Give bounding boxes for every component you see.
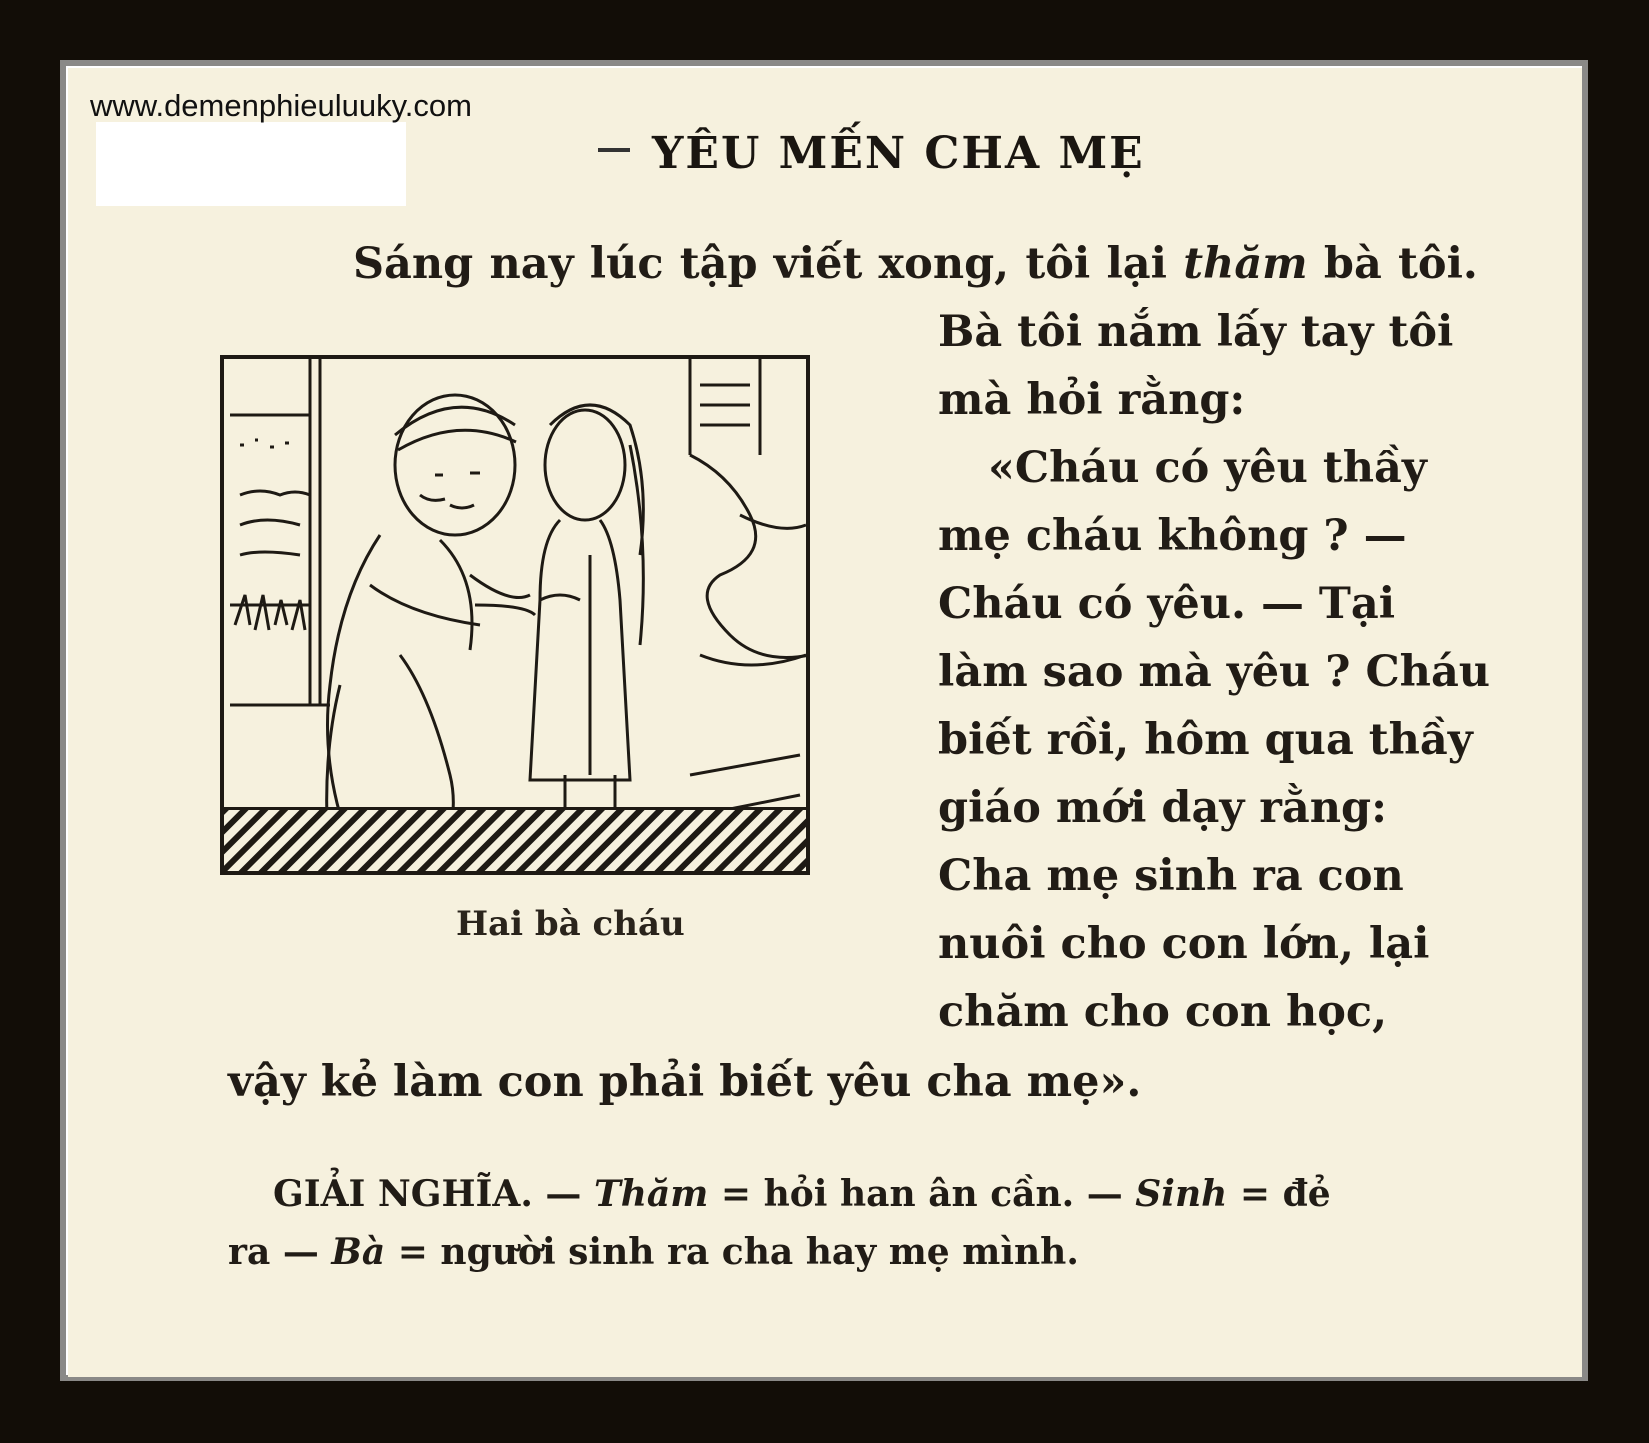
word: viết (773, 239, 863, 289)
glossary-term-sinh: Sinh (1135, 1173, 1228, 1215)
separator: — (545, 1173, 594, 1215)
paragraph-line-13: vậy kẻ làm con phải biết yêu cha mẹ». (228, 1057, 1142, 1107)
paragraph-line-3: mà hỏi rằng: (938, 375, 1246, 425)
paragraph-line-9: giáo mới dạy rằng: (938, 783, 1388, 833)
paragraph-line-8: biết rồi, hôm qua thầy (938, 715, 1473, 765)
illustration-caption: Hai bà cháu (456, 904, 685, 944)
glossary-term-ba: Bà (331, 1231, 386, 1273)
paragraph-line-1 (353, 239, 1478, 289)
glossary-definition-sinh-part2: ra (228, 1231, 271, 1273)
paragraph-line-12: chăm cho con học, (938, 987, 1388, 1037)
word: xong, (878, 239, 1010, 289)
book-page (68, 68, 1582, 1377)
equals: = (397, 1231, 441, 1273)
equals: = (1239, 1173, 1283, 1215)
paragraph-line-7: làm sao mà yêu ? Cháu (938, 647, 1491, 697)
paragraph-line-4: «Cháu có yêu thầy (988, 443, 1427, 493)
word: tôi. (1398, 239, 1478, 289)
glossary-heading: GIẢI NGHĨA. (273, 1173, 533, 1215)
word: tôi (1025, 239, 1091, 289)
word-italic-tham: thăm (1183, 239, 1308, 289)
glossary-line-2 (228, 1231, 1079, 1273)
word: Sáng (353, 239, 474, 289)
glossary-term-tham: Thăm (593, 1173, 709, 1215)
glossary-line-1 (273, 1173, 1331, 1215)
illustration-grandmother-grandchild (220, 355, 810, 875)
word: lúc (589, 239, 664, 289)
watermark-url: www.demenphieuluuky.com (90, 88, 472, 123)
glossary-definition-tham: hỏi han ân cần. (763, 1173, 1075, 1215)
separator: — (1086, 1173, 1136, 1215)
separator: — (282, 1231, 332, 1273)
glossary-definition-sinh-part1: đẻ (1282, 1173, 1331, 1215)
equals: = (720, 1173, 764, 1215)
paragraph-line-6: Cháu có yêu. — Tại (938, 579, 1396, 629)
lesson-title: YÊU MẾN CHA MẸ (652, 128, 1145, 179)
paragraph-line-10: Cha mẹ sinh ra con (938, 851, 1404, 901)
word: lại (1106, 239, 1167, 289)
glossary-definition-ba: người sinh ra cha hay mẹ mình. (440, 1231, 1079, 1273)
paragraph-line-11: nuôi cho con lớn, lại (938, 919, 1430, 969)
title-dash (598, 148, 630, 152)
paragraph-line-2: Bà tôi nắm lấy tay tôi (938, 307, 1454, 357)
word: bà (1323, 239, 1382, 289)
word: tập (679, 239, 758, 289)
word: nay (489, 239, 574, 289)
watermark-background (96, 122, 406, 206)
paragraph-line-5: mẹ cháu không ? — (938, 511, 1407, 561)
